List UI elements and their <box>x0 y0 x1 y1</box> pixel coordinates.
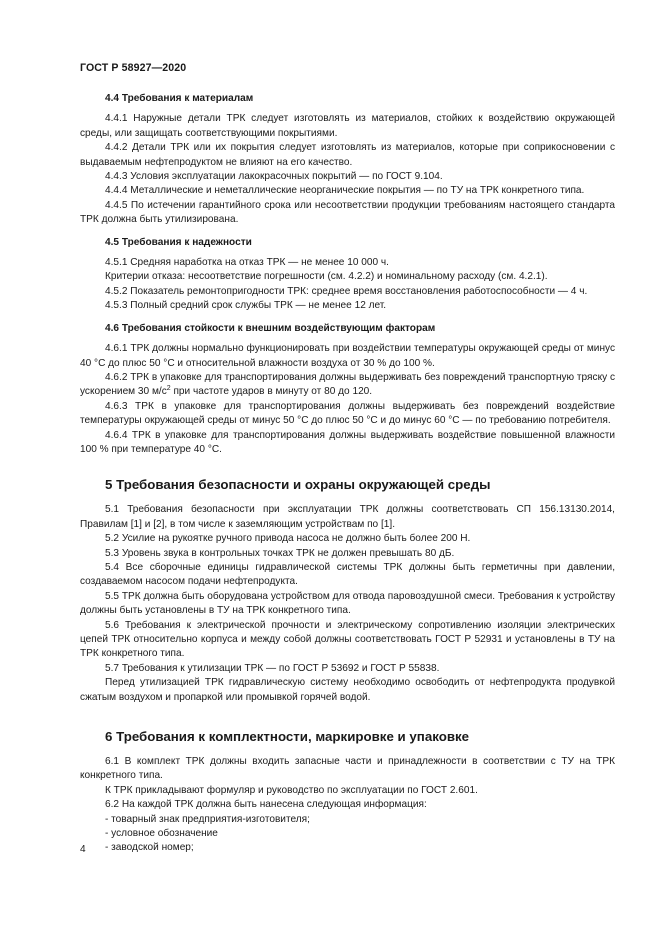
page-content <box>80 92 615 856</box>
paragraph-4-4-4: 4.4.4 Металлические и неметаллические неорганические покрытия — по ТУ на ТРК конкретного типа. <box>105 185 585 197</box>
paragraph-5-2: 5.2 Усилие на рукоятке ручного привода насоса не должно быть более 200 Н. <box>105 533 471 545</box>
paragraph-6-1: 6.1 В комплект ТРК должны входить запасные части и принадлежности в соответствии с ТУ на ТРК конкретного типа. <box>80 756 615 782</box>
paragraph-5-1: 5.1 Требования безопасности при эксплуатации ТРК должны соответствовать СП 156.13130.2014, Правилам [1] и [2], в том числе к заземляющим устройствам по [1]. <box>80 504 615 530</box>
superscript: 2 <box>166 385 171 393</box>
section-4-5-title: 4.5 Требования к надежности <box>105 236 252 248</box>
paragraph-5-6: 5.6 Требования к электрической прочности и электрическому сопротивлению изоляции электрических цепей ТРК относительно корпуса и между собой должны соответствовать ГОСТ Р 52931 и установлены в ТУ на ТРК конкретного типа. <box>80 619 615 660</box>
page-number: 4 <box>80 844 86 855</box>
paragraph-4-6-1: 4.6.1 ТРК должны нормально функционировать при воздействии температуры окружающей среды от минус 40 °С до плюс 50 °С и относительной влажности воздуха от 30 % до 100 %. <box>80 343 615 369</box>
paragraph-4-6-2 <box>80 371 615 400</box>
paragraph-4-4-5: 4.4.5 По истечении гарантийного срока или несоответствии продукции требованиям настоящего стандарта ТРК должна быть утилизирована. <box>80 199 615 226</box>
paragraph-4-6-3: 4.6.3 ТРК в упаковке для транспортирования должны выдерживать без повреждений воздействие температуры окружающей среды от минус 50 °С до плюс 50 °С и до минус 60 °С — по требованию потребителя. <box>80 400 615 427</box>
paragraph-6-2: 6.2 На каждой ТРК должна быть нанесена следующая информация: <box>105 799 427 811</box>
paragraph-documents: К ТРК прикладывают формуляр и руководство по эксплуатации по ГОСТ 2.601. <box>105 784 478 796</box>
section-4-4-title: 4.4 Требования к материалам <box>105 93 254 104</box>
section-6-title: 6 Требования к комплектности, маркировке и упаковке <box>105 729 470 745</box>
section-5-title: 5 Требования безопасности и охраны окружающей среды <box>105 477 491 493</box>
paragraph-disposal: Перед утилизацией ТРК гидравлическую систему необходимо освободить от нефтепродукта продувкой сжатым воздухом и пропаркой или промывкой горячей водой. <box>80 677 615 703</box>
paragraph-4-5-3: 4.5.3 Полный средний срок службы ТРК — не менее 12 лет. <box>105 300 387 312</box>
paragraph-5-3: 5.3 Уровень звука в контрольных точках ТРК не должен превышать 80 дБ. <box>105 547 455 559</box>
paragraph-4-4-1: 4.4.1 Наружные детали ТРК следует изготовлять из материалов, стойких к воздействию окружающей среды, или защищать соответствующими покрытиями. <box>80 113 615 139</box>
section-4-6-title: 4.6 Требования стойкости к внешним воздействующим факторам <box>105 322 436 334</box>
paragraph-4-4-3: 4.4.3 Условия эксплуатации лакокрасочных покрытий — по ГОСТ 9.104. <box>105 171 443 183</box>
paragraph-4-5-1: 4.5.1 Средняя наработка на отказ ТРК — не менее 10 000 ч. <box>105 257 389 269</box>
list-item: - заводской номер; <box>105 842 194 854</box>
paragraph-4-6-2-part1: 4.6.2 ТРК в упаковке для транспортирования должны выдерживать без повреждений транспортную тряску с ускорением 30 м/с <box>80 371 615 398</box>
page-header: ГОСТ Р 58927—2020 <box>80 62 187 74</box>
paragraph-5-7: 5.7 Требования к утилизации ТРК — по ГОСТ Р 53692 и ГОСТ Р 55838. <box>105 662 440 674</box>
paragraph-5-5: 5.5 ТРК должна быть оборудована устройством для отвода паровоздушной смеси. Требования к устройству должны быть установлены в ТУ на ТРК конкретного типа. <box>80 590 615 617</box>
list-item: - условное обозначение <box>105 828 218 840</box>
list-item: - товарный знак предприятия-изготовителя; <box>105 813 310 825</box>
paragraph-4-5-2: 4.5.2 Показатель ремонтопригодности ТРК: среднее время восстановления работоспособности — 4 ч. <box>105 285 588 297</box>
paragraph-5-4: 5.4 Все сборочные единицы гидравлической системы ТРК должны быть герметичны при давлении, создаваемом насосом подачи нефтепродукта. <box>80 561 615 588</box>
paragraph-4-6-4: 4.6.4 ТРК в упаковке для транспортирования должны выдерживать воздействие повышенной влажности 100 % при температуре 40 °С. <box>80 429 615 455</box>
paragraph-4-6-2-part2: при частоте ударов в минуту от 80 до 120. <box>170 386 373 398</box>
paragraph-4-4-2: 4.4.2 Детали ТРК или их покрытия следует изготовлять из материалов, которые при соприкосновении с выдаваемым нефтепродуктом не влияют на его качество. <box>80 142 615 168</box>
paragraph-failure-criteria: Критерии отказа: несоответствие погрешности (см. 4.2.2) и номинальному расходу (см. 4.2.1). <box>105 271 548 283</box>
